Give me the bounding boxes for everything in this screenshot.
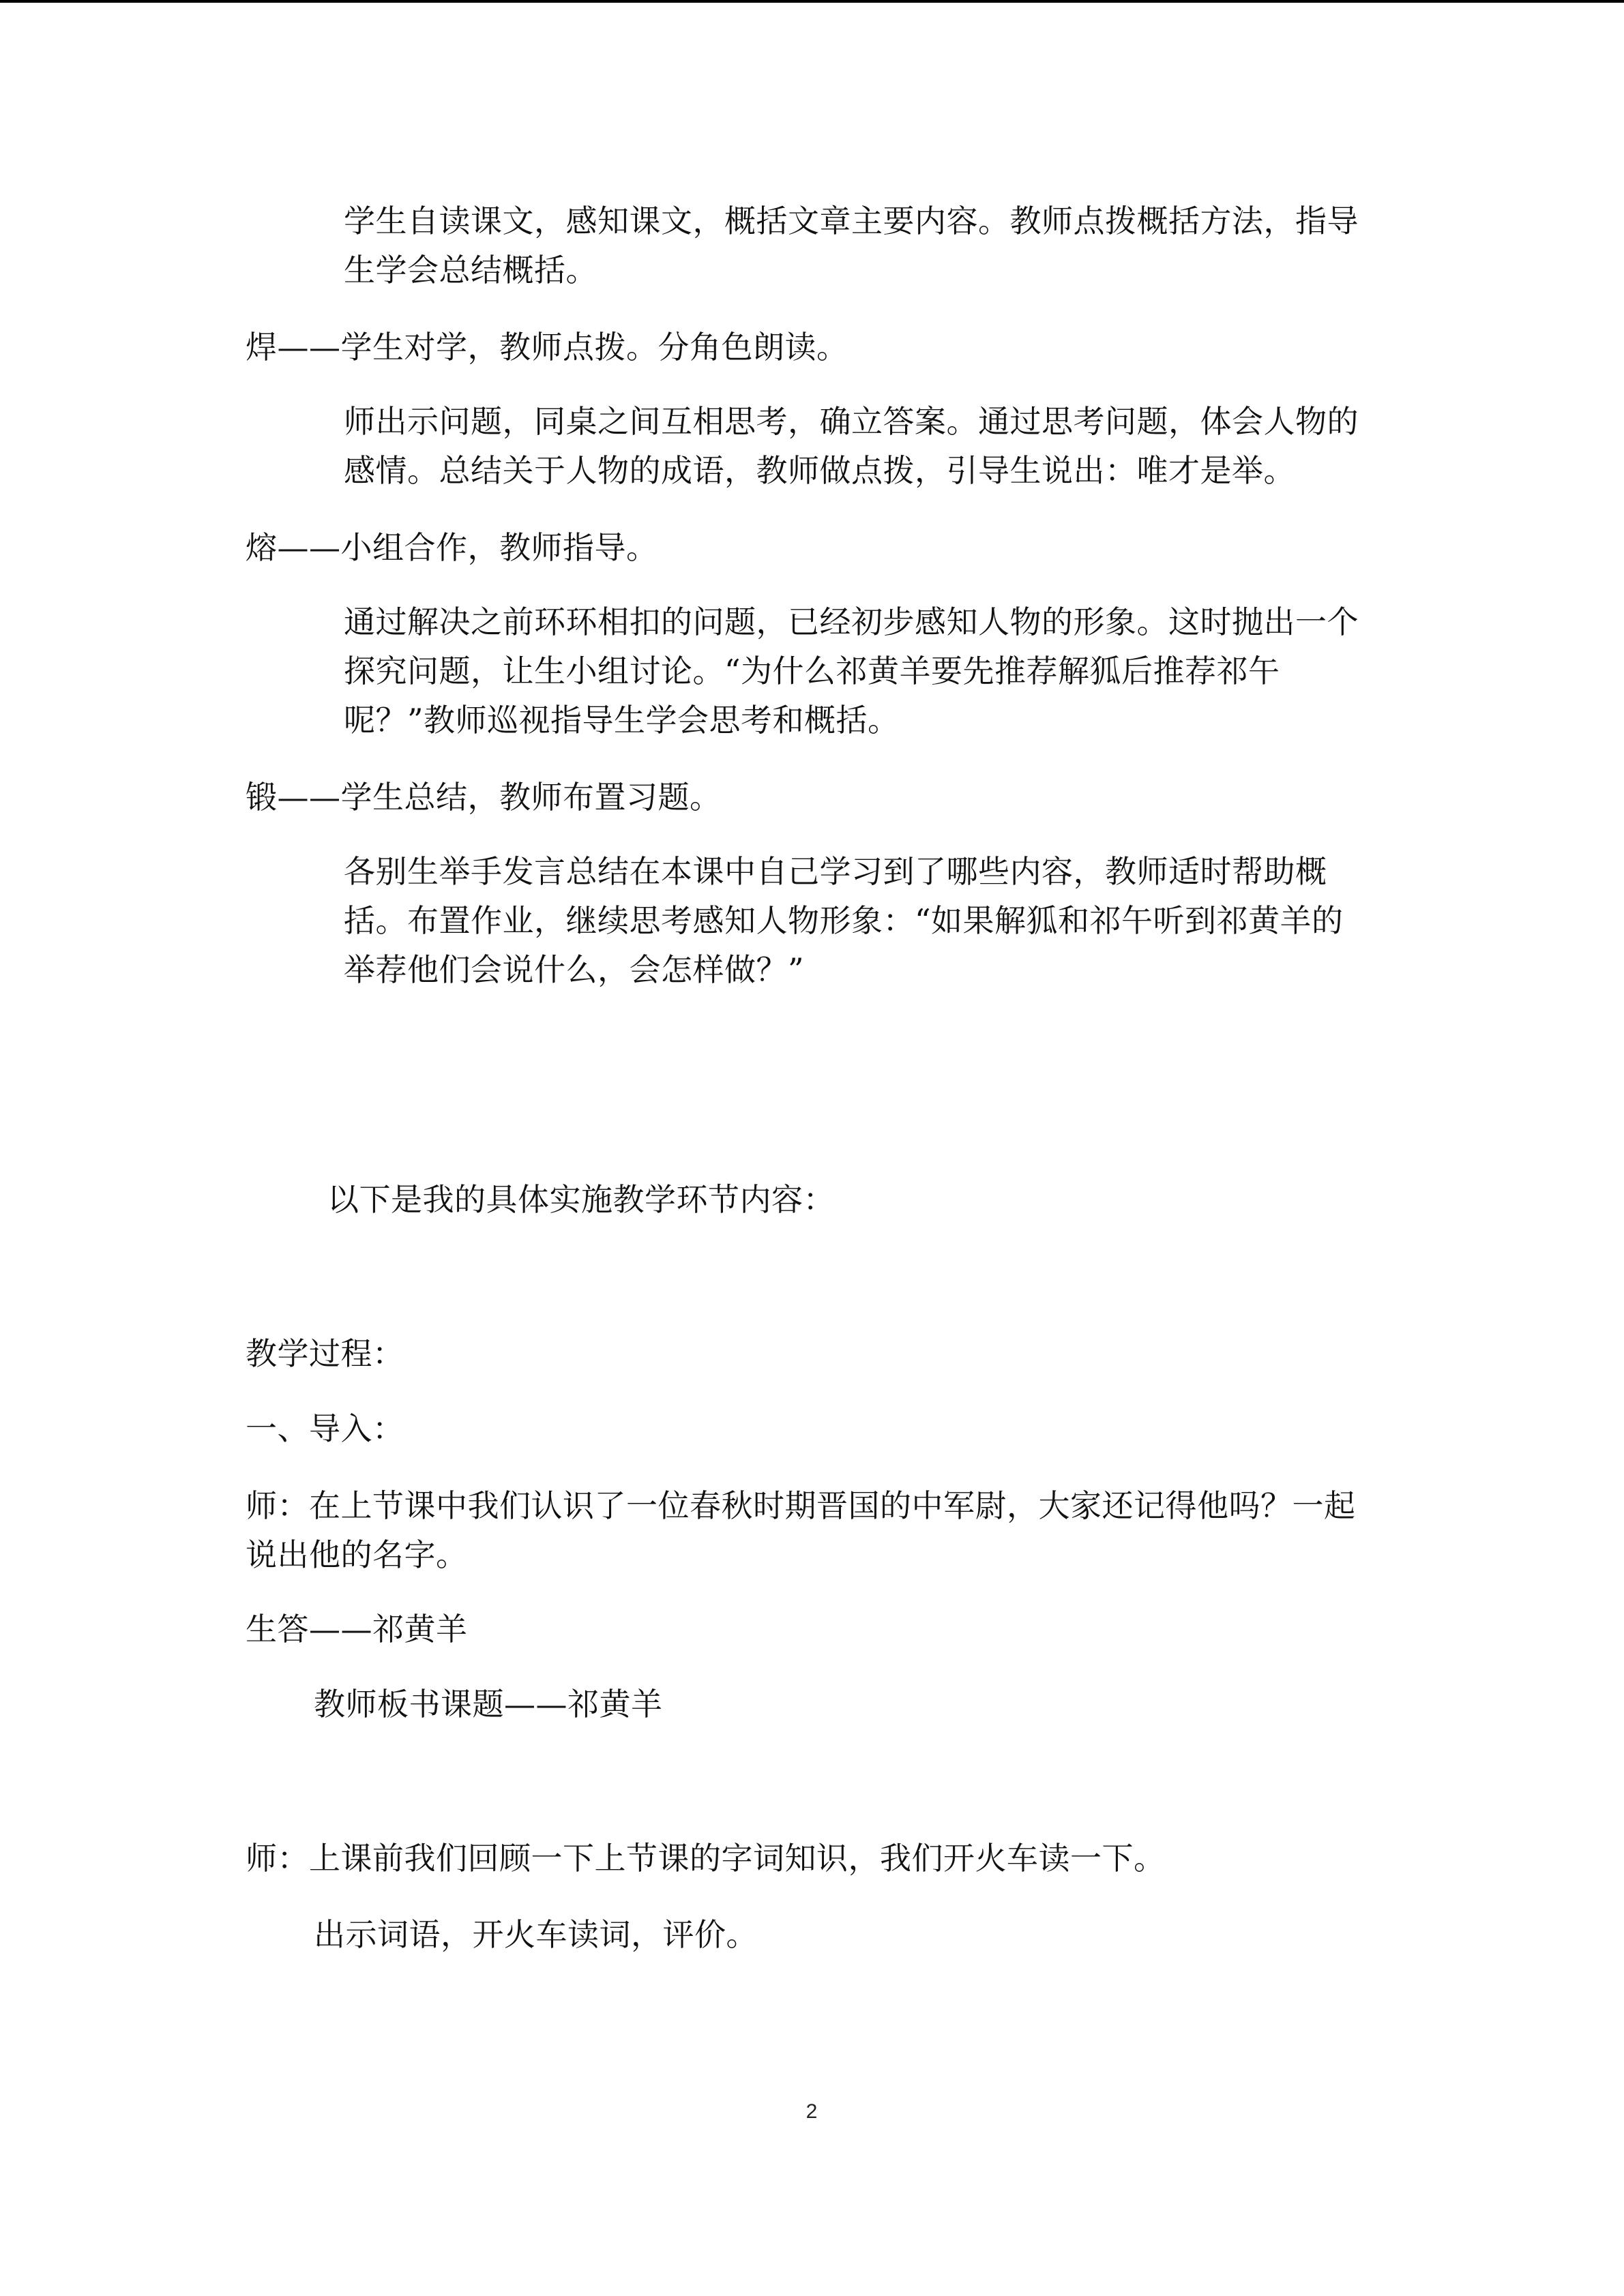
word-reading-line: 出示词语，开火车读词，评价。: [314, 1916, 758, 1953]
section-one-heading: 一、导入：: [246, 1410, 404, 1447]
teacher-question-2: 师：上课前我们回顾一下上节课的字词知识，我们开火车读一下。: [246, 1840, 1166, 1877]
student-answer-1: 生答——祁黄羊: [246, 1611, 468, 1648]
heading-duan-stage: 锻——学生总结，教师布置习题。: [246, 779, 722, 816]
teacher-question-1: 师：在上节课中我们认识了一位春秋时期晋国的中军尉，大家还记得他吗？一起说出他的名字。: [246, 1487, 1356, 1573]
heading-rong-stage: 熔——小组合作，教师指导。: [246, 529, 658, 566]
intro-line: 以下是我的具体实施教学环节内容：: [327, 1181, 835, 1218]
page-number: 2: [806, 2100, 818, 2123]
top-border-line: [0, 0, 1624, 3]
paragraph-summary-homework: 各别生举手发言总结在本课中自己学习到了哪些内容，教师适时帮助概括。布置作业，继续思考感知人物形象：“如果解狐和祁午听到祁黄羊的举荐他们会说什么，会怎样做？”: [344, 853, 1344, 988]
paragraph-group-inquiry: 通过解决之前环环相扣的问题，已经初步感知人物的形象。这时抛出一个探究问题，让生小组讨论。“为什么祁黄羊要先推荐解狐后推荐祁午呢？”教师巡视指导生学会思考和概括。: [344, 603, 1359, 739]
teaching-process-heading: 教学过程：: [246, 1335, 404, 1372]
paragraph-pair-discussion: 师出示问题，同桌之间互相思考，确立答案。通过思考问题，体会人物的感情。总结关于人物的成语，教师做点拨，引导生说出：唯才是举。: [344, 403, 1359, 489]
heading-han-stage: 焊——学生对学，教师点拨。分角色朗读。: [246, 329, 848, 366]
board-title-line: 教师板书课题——祁黄羊: [314, 1686, 663, 1723]
paragraph-self-reading: 学生自读课文，感知课文，概括文章主要内容。教师点拨概括方法，指导生学会总结概括。: [344, 203, 1359, 288]
